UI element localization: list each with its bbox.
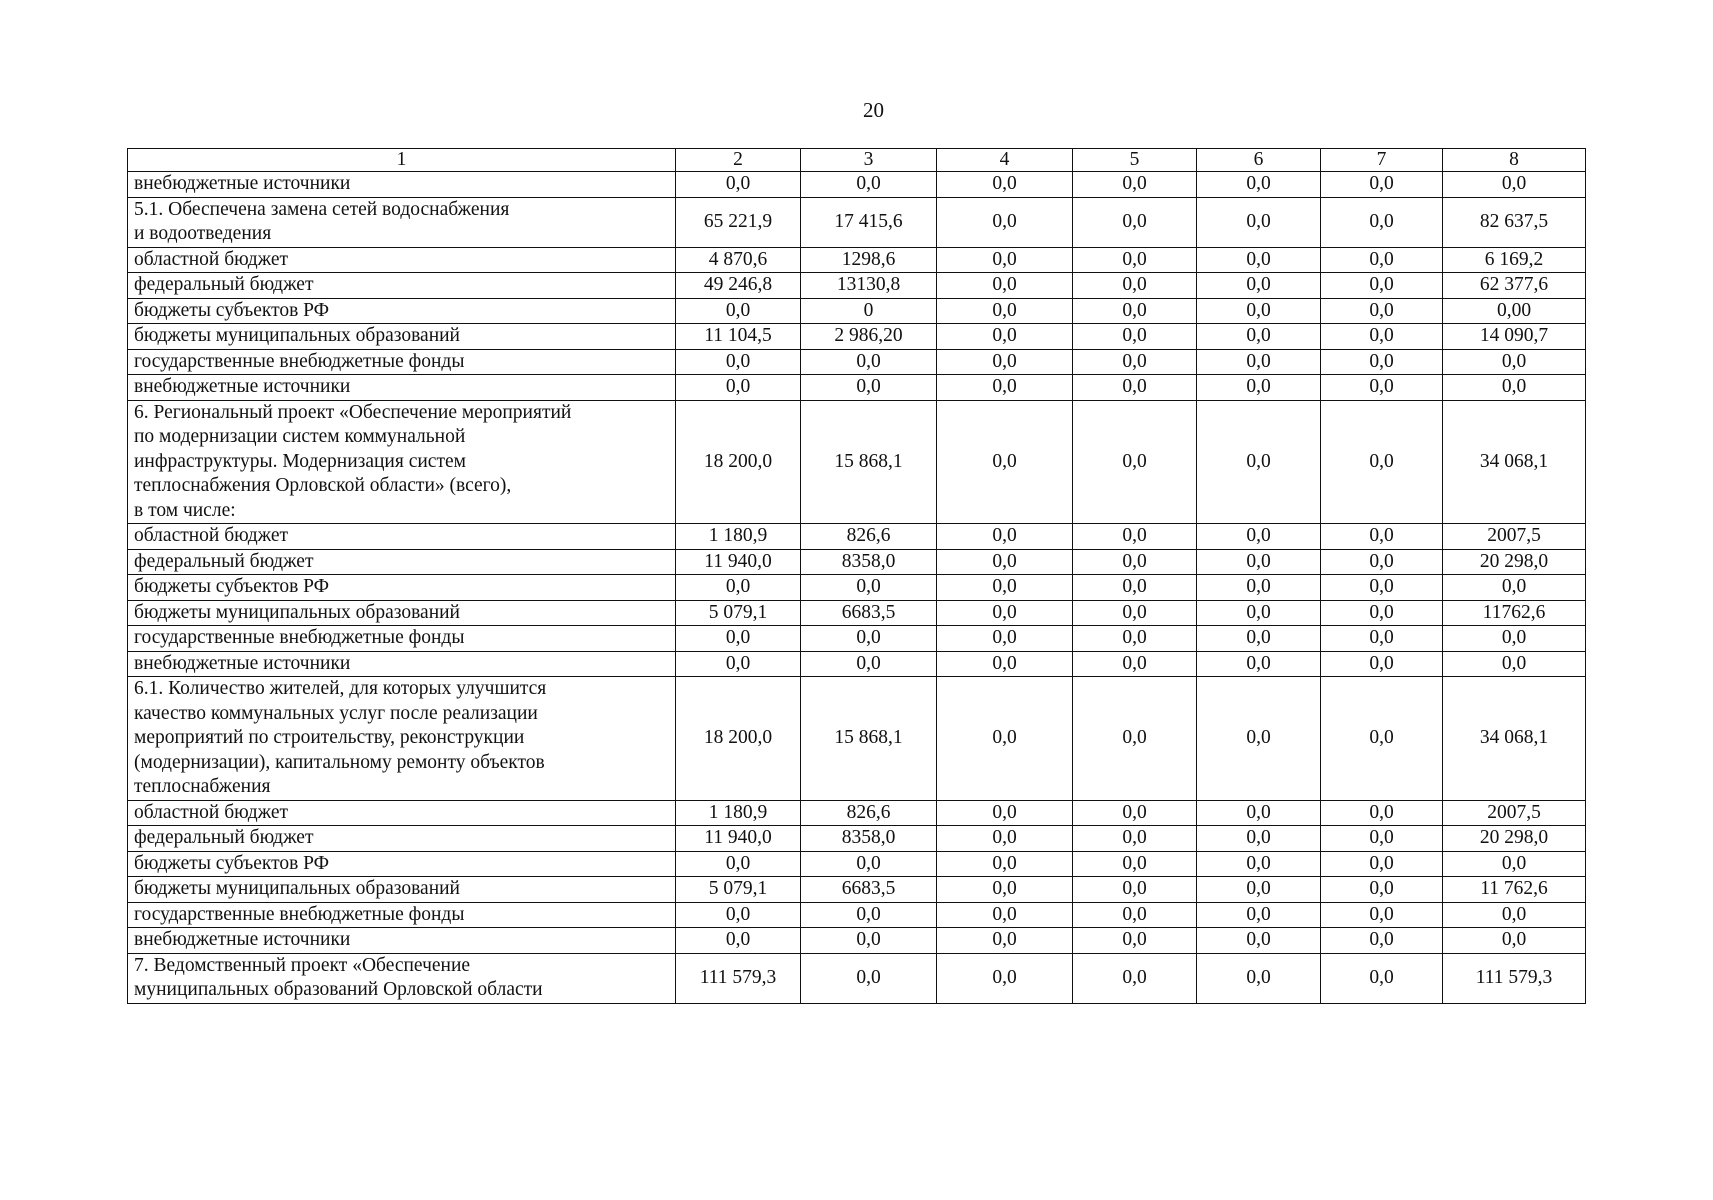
row-value-col-5: 0,0 [1073, 851, 1197, 877]
row-label: 6. Региональный проект «Обеспечение мероприятий по модернизации систем коммунальной инфраструктуры. Модернизация систем теплоснабжения Орловской области» (всего), в том числе: [128, 400, 676, 524]
row-value-col-3: 1298,6 [801, 247, 937, 273]
row-value-col-8: 11 762,6 [1443, 877, 1586, 903]
row-value-col-4: 0,0 [937, 549, 1073, 575]
row-value-col-6: 0,0 [1197, 800, 1321, 826]
row-value-col-7: 0,0 [1321, 324, 1443, 350]
row-value-col-4: 0,0 [937, 298, 1073, 324]
table-row [128, 928, 1586, 954]
page-number: 20 [863, 98, 884, 122]
row-value-col-6: 0,0 [1197, 600, 1321, 626]
row-label: федеральный бюджет [128, 826, 676, 852]
row-value-col-5: 0,0 [1073, 247, 1197, 273]
row-value-col-8: 62 377,6 [1443, 273, 1586, 299]
table-row [128, 549, 1586, 575]
row-value-col-6: 0,0 [1197, 575, 1321, 601]
table-row [128, 600, 1586, 626]
row-value-col-6: 0,0 [1197, 677, 1321, 801]
table-row [128, 575, 1586, 601]
row-value-col-7: 0,0 [1321, 877, 1443, 903]
row-value-col-4: 0,0 [937, 928, 1073, 954]
row-value-col-2: 5 079,1 [676, 600, 801, 626]
row-value-col-2: 11 940,0 [676, 549, 801, 575]
table-row [128, 800, 1586, 826]
row-value-col-2: 11 104,5 [676, 324, 801, 350]
row-value-col-2: 0,0 [676, 851, 801, 877]
row-value-col-8: 0,0 [1443, 851, 1586, 877]
row-label: областной бюджет [128, 800, 676, 826]
row-value-col-7: 0,0 [1321, 626, 1443, 652]
row-value-col-5: 0,0 [1073, 172, 1197, 198]
row-value-col-6: 0,0 [1197, 324, 1321, 350]
row-value-col-3: 0,0 [801, 172, 937, 198]
row-value-col-3: 6683,5 [801, 600, 937, 626]
row-value-col-3: 0,0 [801, 375, 937, 401]
row-value-col-5: 0,0 [1073, 549, 1197, 575]
table-row [128, 626, 1586, 652]
row-value-col-8: 2007,5 [1443, 800, 1586, 826]
row-value-col-5: 0,0 [1073, 928, 1197, 954]
row-value-col-8: 20 298,0 [1443, 826, 1586, 852]
row-value-col-3: 0,0 [801, 651, 937, 677]
row-value-col-2: 18 200,0 [676, 400, 801, 524]
row-value-col-4: 0,0 [937, 953, 1073, 1003]
row-value-col-6: 0,0 [1197, 172, 1321, 198]
row-value-col-3: 2 986,20 [801, 324, 937, 350]
row-value-col-2: 1 180,9 [676, 800, 801, 826]
row-value-col-4: 0,0 [937, 677, 1073, 801]
row-value-col-3: 0,0 [801, 851, 937, 877]
row-value-col-8: 2007,5 [1443, 524, 1586, 550]
row-value-col-7: 0,0 [1321, 247, 1443, 273]
row-value-col-7: 0,0 [1321, 549, 1443, 575]
row-value-col-7: 0,0 [1321, 172, 1443, 198]
row-value-col-3: 13130,8 [801, 273, 937, 299]
row-value-col-3: 826,6 [801, 524, 937, 550]
row-value-col-8: 20 298,0 [1443, 549, 1586, 575]
row-value-col-2: 5 079,1 [676, 877, 801, 903]
row-value-col-8: 0,0 [1443, 575, 1586, 601]
row-value-col-3: 0,0 [801, 928, 937, 954]
row-label: бюджеты муниципальных образований [128, 324, 676, 350]
row-value-col-5: 0,0 [1073, 324, 1197, 350]
row-value-col-8: 0,0 [1443, 651, 1586, 677]
row-value-col-5: 0,0 [1073, 902, 1197, 928]
row-label: государственные внебюджетные фонды [128, 626, 676, 652]
row-value-col-4: 0,0 [937, 273, 1073, 299]
row-value-col-5: 0,0 [1073, 800, 1197, 826]
row-value-col-4: 0,0 [937, 902, 1073, 928]
row-value-col-7: 0,0 [1321, 400, 1443, 524]
row-value-col-8: 0,0 [1443, 626, 1586, 652]
row-value-col-4: 0,0 [937, 375, 1073, 401]
row-value-col-5: 0,0 [1073, 826, 1197, 852]
row-value-col-6: 0,0 [1197, 953, 1321, 1003]
row-value-col-7: 0,0 [1321, 902, 1443, 928]
row-value-col-4: 0,0 [937, 247, 1073, 273]
row-value-col-7: 0,0 [1321, 953, 1443, 1003]
row-value-col-2: 0,0 [676, 902, 801, 928]
row-value-col-6: 0,0 [1197, 247, 1321, 273]
row-value-col-3: 826,6 [801, 800, 937, 826]
row-value-col-6: 0,0 [1197, 877, 1321, 903]
row-value-col-5: 0,0 [1073, 524, 1197, 550]
row-value-col-5: 0,0 [1073, 273, 1197, 299]
table-row [128, 902, 1586, 928]
row-value-col-7: 0,0 [1321, 677, 1443, 801]
row-label: 5.1. Обеспечена замена сетей водоснабжения и водоотведения [128, 197, 676, 247]
row-value-col-4: 0,0 [937, 877, 1073, 903]
row-value-col-3: 0,0 [801, 626, 937, 652]
row-label: внебюджетные источники [128, 375, 676, 401]
row-label: областной бюджет [128, 524, 676, 550]
row-value-col-2: 4 870,6 [676, 247, 801, 273]
row-value-col-8: 0,0 [1443, 928, 1586, 954]
row-label: государственные внебюджетные фонды [128, 902, 676, 928]
table-row [128, 877, 1586, 903]
row-value-col-2: 0,0 [676, 575, 801, 601]
row-value-col-3: 0,0 [801, 902, 937, 928]
row-value-col-5: 0,0 [1073, 651, 1197, 677]
table-row [128, 349, 1586, 375]
row-value-col-8: 0,0 [1443, 172, 1586, 198]
row-value-col-3: 8358,0 [801, 826, 937, 852]
row-value-col-2: 0,0 [676, 298, 801, 324]
row-value-col-4: 0,0 [937, 575, 1073, 601]
row-label: областной бюджет [128, 247, 676, 273]
column-header: 2 [676, 149, 801, 172]
row-value-col-5: 0,0 [1073, 197, 1197, 247]
row-label: 6.1. Количество жителей, для которых улучшится качество коммунальных услуг после реализации мероприятий по строительству, реконструкции (модернизации), капитальному ремонту объектов теплоснабжения [128, 677, 676, 801]
row-value-col-6: 0,0 [1197, 902, 1321, 928]
row-value-col-4: 0,0 [937, 197, 1073, 247]
row-label: бюджеты субъектов РФ [128, 298, 676, 324]
row-value-col-2: 0,0 [676, 375, 801, 401]
row-value-col-4: 0,0 [937, 851, 1073, 877]
row-value-col-6: 0,0 [1197, 298, 1321, 324]
table-body [128, 149, 1586, 1004]
row-value-col-7: 0,0 [1321, 575, 1443, 601]
budget-table [127, 148, 1586, 1004]
row-value-col-7: 0,0 [1321, 524, 1443, 550]
row-value-col-5: 0,0 [1073, 953, 1197, 1003]
row-value-col-2: 18 200,0 [676, 677, 801, 801]
table-row [128, 677, 1586, 801]
row-value-col-6: 0,0 [1197, 524, 1321, 550]
row-value-col-3: 6683,5 [801, 877, 937, 903]
column-header: 8 [1443, 149, 1586, 172]
table-row [128, 826, 1586, 852]
row-value-col-6: 0,0 [1197, 375, 1321, 401]
column-header: 3 [801, 149, 937, 172]
row-value-col-5: 0,0 [1073, 677, 1197, 801]
row-label: бюджеты муниципальных образований [128, 600, 676, 626]
row-value-col-8: 82 637,5 [1443, 197, 1586, 247]
row-value-col-5: 0,0 [1073, 575, 1197, 601]
row-value-col-4: 0,0 [937, 324, 1073, 350]
row-value-col-6: 0,0 [1197, 928, 1321, 954]
row-value-col-6: 0,0 [1197, 651, 1321, 677]
row-value-col-2: 0,0 [676, 626, 801, 652]
row-value-col-7: 0,0 [1321, 375, 1443, 401]
column-header: 1 [128, 149, 676, 172]
row-value-col-8: 34 068,1 [1443, 400, 1586, 524]
row-value-col-6: 0,0 [1197, 273, 1321, 299]
row-value-col-7: 0,0 [1321, 651, 1443, 677]
table-row [128, 273, 1586, 299]
row-value-col-6: 0,0 [1197, 626, 1321, 652]
table-row [128, 172, 1586, 198]
row-label: бюджеты субъектов РФ [128, 575, 676, 601]
row-value-col-7: 0,0 [1321, 928, 1443, 954]
row-value-col-2: 111 579,3 [676, 953, 801, 1003]
row-value-col-3: 15 868,1 [801, 400, 937, 524]
row-value-col-2: 49 246,8 [676, 273, 801, 299]
row-value-col-8: 14 090,7 [1443, 324, 1586, 350]
row-value-col-6: 0,0 [1197, 197, 1321, 247]
row-value-col-8: 6 169,2 [1443, 247, 1586, 273]
row-value-col-4: 0,0 [937, 626, 1073, 652]
row-value-col-4: 0,0 [937, 651, 1073, 677]
table-row [128, 247, 1586, 273]
row-value-col-2: 0,0 [676, 928, 801, 954]
row-value-col-4: 0,0 [937, 172, 1073, 198]
row-label: бюджеты субъектов РФ [128, 851, 676, 877]
row-value-col-6: 0,0 [1197, 349, 1321, 375]
row-value-col-7: 0,0 [1321, 851, 1443, 877]
row-value-col-7: 0,0 [1321, 800, 1443, 826]
row-value-col-7: 0,0 [1321, 349, 1443, 375]
row-value-col-6: 0,0 [1197, 851, 1321, 877]
column-header: 6 [1197, 149, 1321, 172]
row-value-col-5: 0,0 [1073, 375, 1197, 401]
row-label: федеральный бюджет [128, 273, 676, 299]
row-value-col-3: 17 415,6 [801, 197, 937, 247]
row-value-col-3: 0,0 [801, 575, 937, 601]
row-value-col-8: 111 579,3 [1443, 953, 1586, 1003]
row-label: 7. Ведомственный проект «Обеспечение муниципальных образований Орловской области [128, 953, 676, 1003]
table-row [128, 400, 1586, 524]
row-value-col-3: 0 [801, 298, 937, 324]
row-value-col-2: 65 221,9 [676, 197, 801, 247]
row-value-col-5: 0,0 [1073, 298, 1197, 324]
row-value-col-8: 11762,6 [1443, 600, 1586, 626]
table-row [128, 197, 1586, 247]
row-value-col-5: 0,0 [1073, 400, 1197, 524]
row-value-col-8: 0,0 [1443, 375, 1586, 401]
table-row [128, 324, 1586, 350]
row-value-col-4: 0,0 [937, 800, 1073, 826]
row-label: федеральный бюджет [128, 549, 676, 575]
row-value-col-3: 0,0 [801, 349, 937, 375]
table-row [128, 298, 1586, 324]
row-label: внебюджетные источники [128, 928, 676, 954]
row-value-col-3: 8358,0 [801, 549, 937, 575]
row-value-col-2: 0,0 [676, 651, 801, 677]
table-header-row [128, 149, 1586, 172]
table-row [128, 851, 1586, 877]
row-value-col-4: 0,0 [937, 400, 1073, 524]
row-value-col-8: 0,0 [1443, 349, 1586, 375]
row-value-col-7: 0,0 [1321, 298, 1443, 324]
column-header: 4 [937, 149, 1073, 172]
table-row [128, 953, 1586, 1003]
table-row [128, 524, 1586, 550]
table-row [128, 651, 1586, 677]
row-label: государственные внебюджетные фонды [128, 349, 676, 375]
row-value-col-5: 0,0 [1073, 626, 1197, 652]
row-value-col-6: 0,0 [1197, 826, 1321, 852]
row-value-col-7: 0,0 [1321, 273, 1443, 299]
row-value-col-5: 0,0 [1073, 877, 1197, 903]
row-value-col-2: 11 940,0 [676, 826, 801, 852]
row-value-col-6: 0,0 [1197, 400, 1321, 524]
row-value-col-2: 0,0 [676, 349, 801, 375]
row-label: внебюджетные источники [128, 172, 676, 198]
row-value-col-4: 0,0 [937, 524, 1073, 550]
row-value-col-5: 0,0 [1073, 349, 1197, 375]
row-value-col-5: 0,0 [1073, 600, 1197, 626]
column-header: 5 [1073, 149, 1197, 172]
row-value-col-3: 0,0 [801, 953, 937, 1003]
row-value-col-8: 34 068,1 [1443, 677, 1586, 801]
row-value-col-7: 0,0 [1321, 600, 1443, 626]
table-row [128, 375, 1586, 401]
column-header: 7 [1321, 149, 1443, 172]
row-label: бюджеты муниципальных образований [128, 877, 676, 903]
row-value-col-6: 0,0 [1197, 549, 1321, 575]
row-value-col-4: 0,0 [937, 826, 1073, 852]
row-value-col-2: 1 180,9 [676, 524, 801, 550]
row-value-col-3: 15 868,1 [801, 677, 937, 801]
row-label: внебюджетные источники [128, 651, 676, 677]
row-value-col-8: 0,00 [1443, 298, 1586, 324]
row-value-col-4: 0,0 [937, 349, 1073, 375]
row-value-col-4: 0,0 [937, 600, 1073, 626]
row-value-col-8: 0,0 [1443, 902, 1586, 928]
row-value-col-7: 0,0 [1321, 826, 1443, 852]
row-value-col-7: 0,0 [1321, 197, 1443, 247]
row-value-col-2: 0,0 [676, 172, 801, 198]
